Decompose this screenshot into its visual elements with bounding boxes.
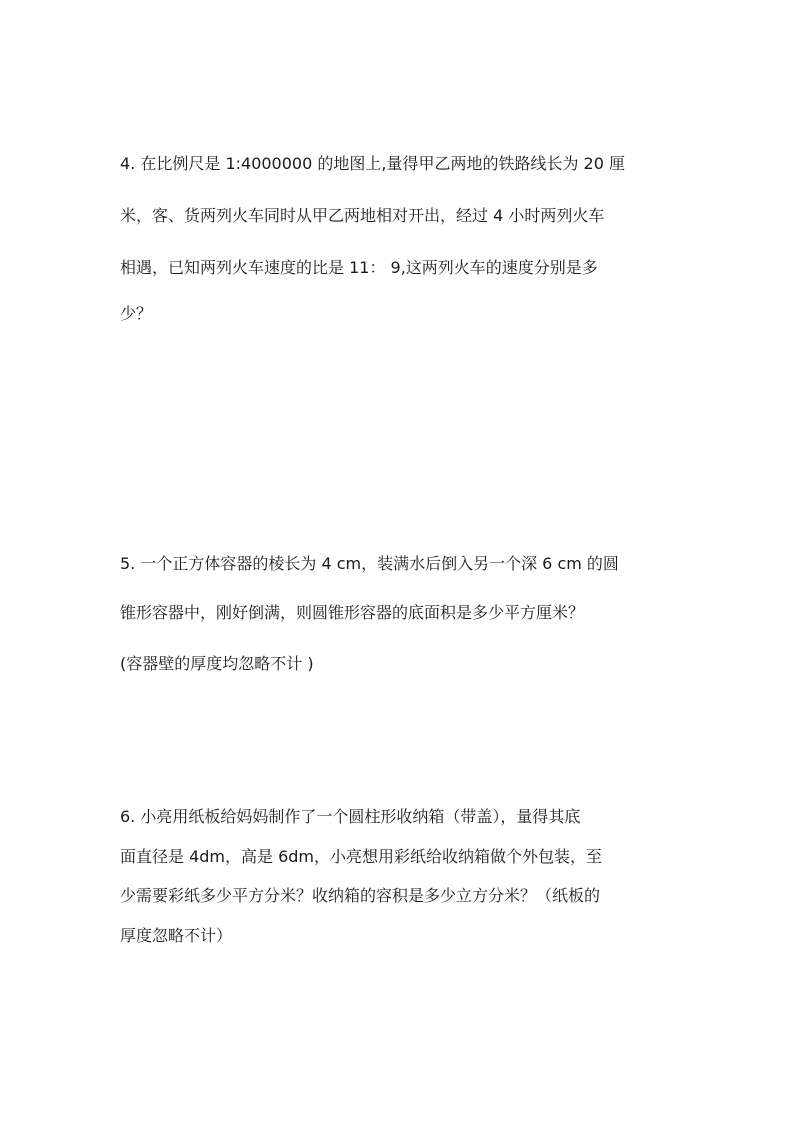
problem-6-line-4: 厚度忽略不计） (120, 926, 233, 945)
problem-6-line-1: 6. 小亮用纸板给妈妈制作了一个圆柱形收纳箱（带盖），量得其底 (120, 807, 581, 826)
problem-5-line-2: 锥形容器中，刚好倒满，则圆锥形容器的底面积是多少平方厘米？ (120, 603, 585, 622)
problem-5-line-1: 5. 一个正方体容器的棱长为 4 cm，装满水后倒入另一个深 6 cm 的圆 (120, 554, 619, 573)
problem-6-line-3: 少需要彩纸多少平方分米？收纳箱的容积是多少立方分米？（纸板的 (120, 886, 601, 905)
problem-4-line-2: 米，客、货两列火车同时从甲乙两地相对开出，经过 4 小时两列火车 (120, 206, 605, 225)
problem-6-line-2: 面直径是 4dm，高是 6dm，小亮想用彩纸给收纳箱做个外包装，至 (120, 847, 603, 866)
problem-4-line-1: 4. 在比例尺是 1:4000000 的地图上,量得甲乙两地的铁路线长为 20 厘 (120, 154, 625, 173)
problem-4-line-3: 相遇，已知两列火车速度的比是 11： 9,这两列火车的速度分别是多 (120, 258, 598, 277)
problem-4-line-4: 少？ (120, 304, 153, 323)
problem-5-line-3: (容器壁的厚度均忽略不计 ) (120, 654, 314, 673)
